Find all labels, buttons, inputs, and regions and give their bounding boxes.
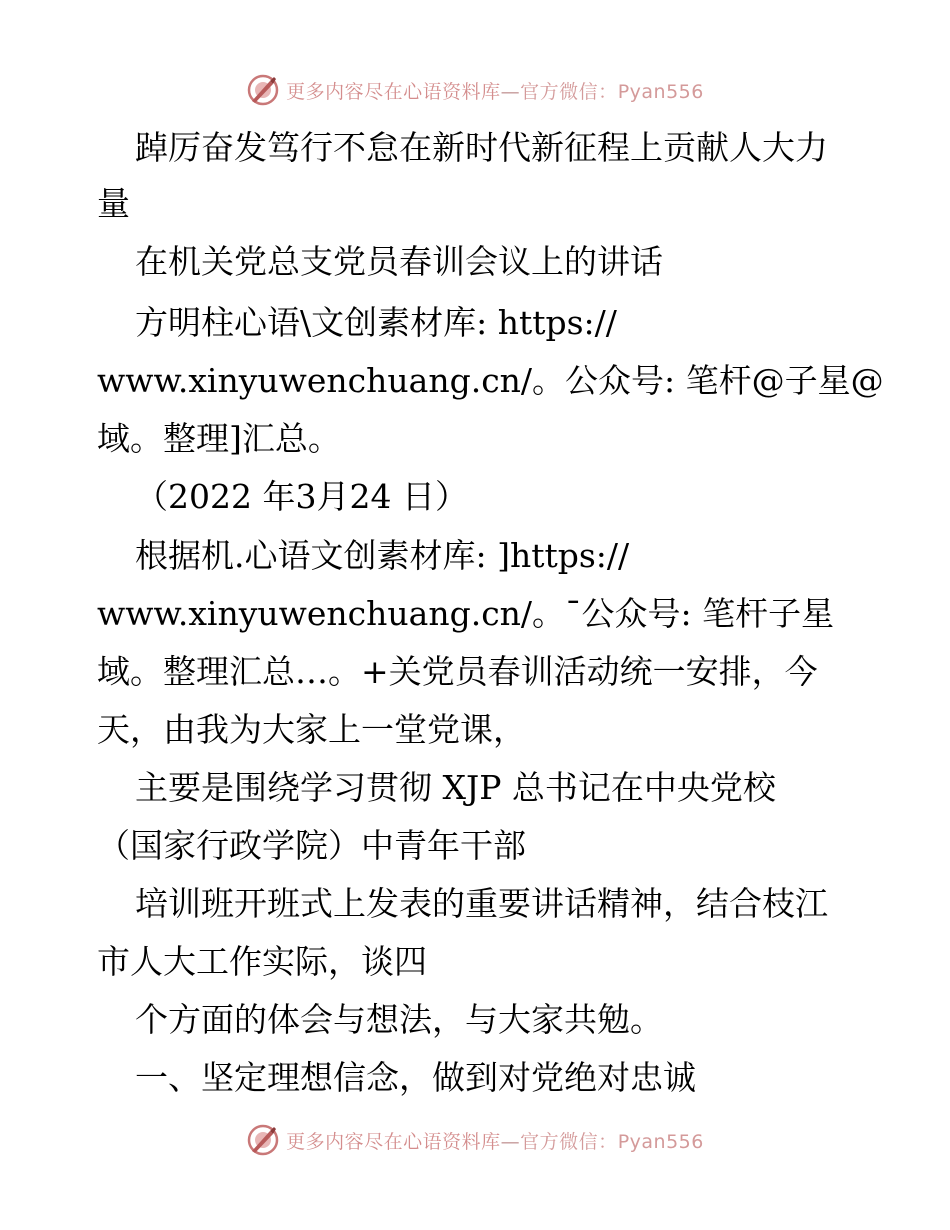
wechat-label: 官方微信： xyxy=(520,1130,618,1153)
footer-banner xyxy=(0,1120,950,1160)
subtitle: 在机关党总支党员春训会议上的讲话 xyxy=(135,242,663,281)
paragraph-1-line-4: 天，由我为大家上一堂党课， xyxy=(97,710,526,749)
wechat-label: 官方微信： xyxy=(520,80,618,103)
paragraph-2-line-2: （国家行政学院）中青年干部 xyxy=(97,826,526,865)
banner-text xyxy=(286,1127,704,1154)
banner-text xyxy=(286,77,704,104)
section-heading-1: 一、坚定理想信念，做到对党绝对忠诚 xyxy=(135,1058,696,1097)
logo-icon xyxy=(246,1123,280,1157)
author-line-3: 域。整理]汇总。 xyxy=(97,419,341,458)
date-line: （2022 年3月24 日） xyxy=(135,477,468,516)
paragraph-1-line-2: www.xinyuwenchuang.cn/。¯公众号: 笔杆子星 xyxy=(97,594,835,633)
logo-icon xyxy=(246,73,280,107)
paragraph-1-line-3: 域。整理汇总…。+关党员春训活动统一安排，今 xyxy=(97,652,818,691)
separator-text: — xyxy=(500,80,521,103)
paragraph-3-line-2: 市人大工作实际，谈四 xyxy=(97,942,427,981)
header-banner xyxy=(0,70,950,110)
title-line-2: 量 xyxy=(97,184,130,223)
wechat-id: Pyan556 xyxy=(617,80,704,103)
promo-text: 更多内容尽在心语资料库 xyxy=(286,80,501,103)
promo-text: 更多内容尽在心语资料库 xyxy=(286,1130,501,1153)
author-line-2: www.xinyuwenchuang.cn/。公众号: 笔杆@子星@ xyxy=(97,361,884,400)
separator-text: — xyxy=(500,1130,521,1153)
paragraph-3-line-1: 培训班开班式上发表的重要讲话精神，结合枝江 xyxy=(135,884,828,923)
paragraph-1-line-1: 根据机.心语文创素材库: ]https:// xyxy=(135,536,630,575)
title-line-1: 踔厉奋发笃行不怠在新时代新征程上贡献人大力 xyxy=(135,128,828,167)
paragraph-4-line-1: 个方面的体会与想法，与大家共勉。 xyxy=(135,1000,663,1039)
wechat-id: Pyan556 xyxy=(617,1130,704,1153)
author-line-1: 方明柱心语\文创素材库: https:// xyxy=(135,303,617,342)
paragraph-2-line-1: 主要是围绕学习贯彻 XJP 总书记在中央党校 xyxy=(135,768,776,807)
